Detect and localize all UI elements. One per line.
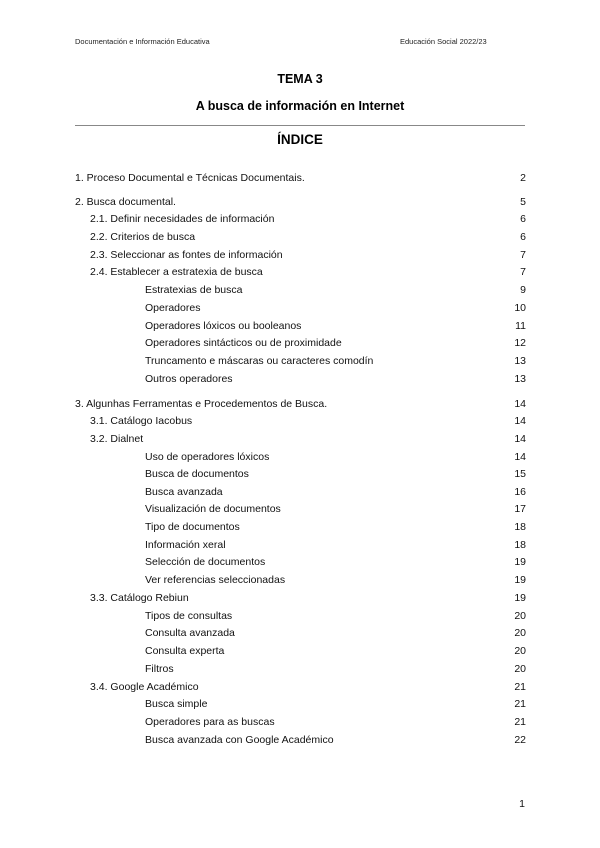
index-heading: ÍNDICE xyxy=(277,132,323,147)
toc-entry-page: 18 xyxy=(514,539,526,551)
toc-entry[interactable] xyxy=(0,521,600,535)
toc-entry-label: Tipo de documentos xyxy=(145,521,240,533)
toc-entry-page: 9 xyxy=(520,284,526,296)
toc-entry-label: 1. Proceso Documental e Técnicas Documentais. xyxy=(75,172,305,184)
toc-entry-page: 6 xyxy=(520,231,526,243)
title-divider xyxy=(75,125,525,126)
toc-entry-page: 20 xyxy=(514,645,526,657)
toc-entry-page: 7 xyxy=(520,249,526,261)
toc-entry-page: 21 xyxy=(514,681,526,693)
toc-entry[interactable] xyxy=(0,451,600,465)
toc-entry[interactable] xyxy=(0,486,600,500)
toc-entry[interactable] xyxy=(0,249,600,263)
toc-entry[interactable] xyxy=(0,213,600,227)
toc-entry-label: Operadores xyxy=(145,302,201,314)
toc-entry-page: 7 xyxy=(520,266,526,278)
toc-entry-page: 14 xyxy=(514,398,526,410)
toc-entry[interactable] xyxy=(0,355,600,369)
toc-entry-label: 2. Busca documental. xyxy=(75,196,176,208)
toc-entry-label: Busca avanzada con Google Académico xyxy=(145,734,334,746)
document-title: A busca de información en Internet xyxy=(195,99,405,113)
toc-entry-label: 2.3. Seleccionar as fontes de información xyxy=(90,249,283,261)
toc-entry-page: 6 xyxy=(520,213,526,225)
toc-entry-page: 15 xyxy=(514,468,526,480)
toc-entry-label: Operadores para as buscas xyxy=(145,716,275,728)
toc-entry-page: 11 xyxy=(515,320,526,332)
toc-entry-page: 5 xyxy=(520,196,526,208)
toc-entry-label: Busca avanzada xyxy=(145,486,223,498)
toc-entry-page: 20 xyxy=(514,663,526,675)
toc-entry-page: 2 xyxy=(520,172,526,184)
toc-entry-page: 21 xyxy=(514,698,526,710)
topic-number: TEMA 3 xyxy=(277,72,323,86)
toc-entry-label: 3. Algunhas Ferramentas e Procedementos de Busca. xyxy=(75,398,328,410)
toc-entry-label: Tipos de consultas xyxy=(145,610,233,622)
toc-entry-label: Estratexias de busca xyxy=(145,284,243,296)
running-header-right: Educación Social 2022/23 xyxy=(400,37,487,46)
toc-entry-label: 3.4. Google Académico xyxy=(90,681,199,693)
toc-entry[interactable] xyxy=(0,320,600,334)
toc-entry-label: Información xeral xyxy=(145,539,226,551)
toc-entry-label: Operadores sintácticos ou de proximidade xyxy=(145,337,342,349)
toc-entry-page: 16 xyxy=(514,486,526,498)
toc-entry-label: Consulta experta xyxy=(145,645,225,657)
toc-entry-label: Filtros xyxy=(145,663,174,675)
toc-entry[interactable] xyxy=(0,266,600,280)
toc-entry-page: 20 xyxy=(514,610,526,622)
toc-entry-page: 21 xyxy=(514,716,526,728)
toc-entry[interactable] xyxy=(0,539,600,553)
toc-entry[interactable] xyxy=(0,284,600,298)
toc-entry-page: 17 xyxy=(514,503,526,515)
toc-entry-label: 3.1. Catálogo Iacobus xyxy=(90,415,193,427)
toc-entry-page: 14 xyxy=(514,415,526,427)
toc-entry[interactable] xyxy=(0,373,600,387)
toc-entry-page: 19 xyxy=(514,592,526,604)
toc-entry[interactable] xyxy=(0,556,600,570)
toc-entry-label: Consulta avanzada xyxy=(145,627,235,639)
toc-entry-label: Outros operadores xyxy=(145,373,233,385)
toc-entry[interactable] xyxy=(0,592,600,606)
toc-entry-label: Busca de documentos xyxy=(145,468,249,480)
toc-entry[interactable] xyxy=(0,663,600,677)
toc-entry-label: 2.4. Establecer a estratexia de busca xyxy=(90,266,263,278)
toc-entry[interactable] xyxy=(0,627,600,641)
toc-entry-label: Visualización de documentos xyxy=(145,503,281,515)
toc-entry[interactable] xyxy=(0,716,600,730)
toc-entry-page: 13 xyxy=(514,373,526,385)
toc-entry-label: 2.1. Definir necesidades de información xyxy=(90,213,275,225)
toc-entry-page: 19 xyxy=(514,556,526,568)
toc-entry[interactable] xyxy=(0,503,600,517)
toc-entry-page: 22 xyxy=(514,734,526,746)
toc-entry[interactable] xyxy=(0,172,600,186)
toc-entry-label: Uso de operadores lóxicos xyxy=(145,451,270,463)
toc-entry-label: Truncamento e máscaras ou caracteres comodín xyxy=(145,355,374,367)
toc-entry[interactable] xyxy=(0,398,600,412)
toc-entry-page: 18 xyxy=(514,521,526,533)
toc-entry-label: Ver referencias seleccionadas xyxy=(145,574,286,586)
toc-entry-page: 10 xyxy=(514,302,526,314)
toc-entry-page: 13 xyxy=(514,355,526,367)
toc-entry[interactable] xyxy=(0,468,600,482)
toc-entry[interactable] xyxy=(0,574,600,588)
toc-entry[interactable] xyxy=(0,231,600,245)
toc-entry[interactable] xyxy=(0,734,600,748)
page-number: 1 xyxy=(519,798,525,810)
toc-entry-label: Operadores lóxicos ou booleanos xyxy=(145,320,302,332)
toc-entry-page: 20 xyxy=(514,627,526,639)
toc-entry[interactable] xyxy=(0,302,600,316)
toc-entry[interactable] xyxy=(0,681,600,695)
toc-entry-page: 12 xyxy=(514,337,526,349)
toc-entry-page: 14 xyxy=(514,433,526,445)
toc-entry-label: 2.2. Criterios de busca xyxy=(90,231,196,243)
toc-entry-label: 3.2. Dialnet xyxy=(90,433,144,445)
toc-entry-page: 19 xyxy=(514,574,526,586)
toc-entry[interactable] xyxy=(0,415,600,429)
toc-entry[interactable] xyxy=(0,433,600,447)
toc-entry[interactable] xyxy=(0,698,600,712)
toc-entry-label: Busca simple xyxy=(145,698,208,710)
toc-entry[interactable] xyxy=(0,645,600,659)
toc-entry[interactable] xyxy=(0,196,600,210)
toc-entry-label: 3.3. Catálogo Rebiun xyxy=(90,592,189,604)
toc-entry[interactable] xyxy=(0,610,600,624)
toc-entry[interactable] xyxy=(0,337,600,351)
toc-entry-page: 14 xyxy=(514,451,526,463)
toc-entry-label: Selección de documentos xyxy=(145,556,266,568)
running-header-left: Documentación e Información Educativa xyxy=(75,37,210,46)
